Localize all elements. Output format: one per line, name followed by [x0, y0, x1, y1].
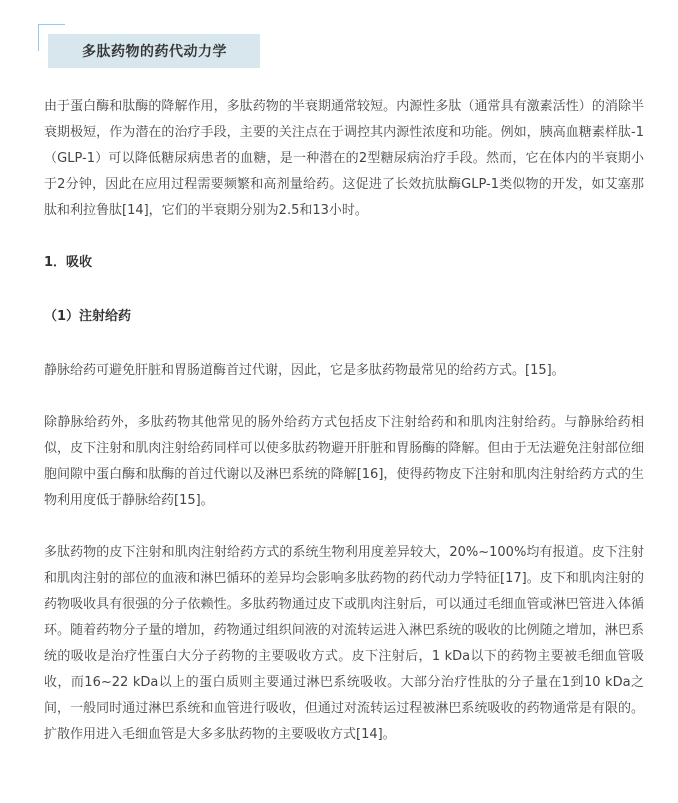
paragraph-iv: 静脉给药可避免肝脏和胃肠道酶首过代谢，因此，它是多肽药物最常见的给药方式。[15]。	[44, 363, 565, 378]
section-heading-absorption: 1．吸收	[44, 255, 93, 270]
page-title: 多肽药物的药代动力学	[48, 34, 260, 68]
subsection-heading-injection: （1）注射给药	[44, 309, 132, 324]
section-title-block	[38, 24, 260, 68]
paragraph-bioavailability: 多肽药物的皮下注射和肌肉注射给药方式的系统生物利用度差异较大，20%~100%均有报道。皮下注射和肌肉注射的部位的血液和淋巴循环的差异均会影响多肽药物的药代动力学特征[17]。皮下和肌肉注射的药物吸收具有很强的分子依赖性。多肽药物通过皮下或肌肉注射后，可以通过毛细血管或淋巴管进入体循环。随着药物分子量的增加，药物通过组织间液的对流转运进入淋巴系统的吸收的比例随之增加，淋巴系统的吸收是治疗性蛋白大分子药物的主要吸收方式。皮下注射后，1 kDa以下的药物主要被毛细血管吸收，而16~22 kDa以上的蛋白质则主要通过淋巴系统吸收。大部分治疗性肽的分子量在1到10 kDa之间，一般同时通过淋巴系统和血管进行吸收，但通过对流转运过程被淋巴系统吸收的药物通常是有限的。扩散作用进入毛细血管是大多多肽药物的主要吸收方式[14]。	[44, 545, 644, 742]
paragraph-parenteral: 除静脉给药外，多肽药物其他常见的肠外给药方式包括皮下注射给药和和肌肉注射给药。与静脉给药相似，皮下注射和肌肉注射给药同样可以使多肽药物避开肝脏和胃肠酶的降解。但由于无法避免注射部位细胞间隙中蛋白酶和肽酶的首过代谢以及淋巴系统的降解[16]，使得药物皮下注射和肌肉注射给药方式的生物利用度低于静脉给药[15]。	[44, 415, 644, 508]
intro-paragraph: 由于蛋白酶和肽酶的降解作用，多肽药物的半衰期通常较短。内源性多肽（通常具有激素活性）的消除半衰期极短，作为潜在的治疗手段，主要的关注点在于调控其内源性浓度和功能。例如，胰高血糖素样肽-1 （GLP-1）可以降低糖尿病患者的血糖，是一种潜在的2型糖尿病治疗手段。然而，它在体内的半衰期小于2分钟，因此在应用过程需要频繁和高剂量给药。这促进了长效抗肽酶GLP-1类似物的开发，如艾塞那肽和利拉鲁肽[14]，它们的半衰期分别为2.5和13小时。	[44, 99, 644, 218]
article-body	[44, 94, 644, 748]
